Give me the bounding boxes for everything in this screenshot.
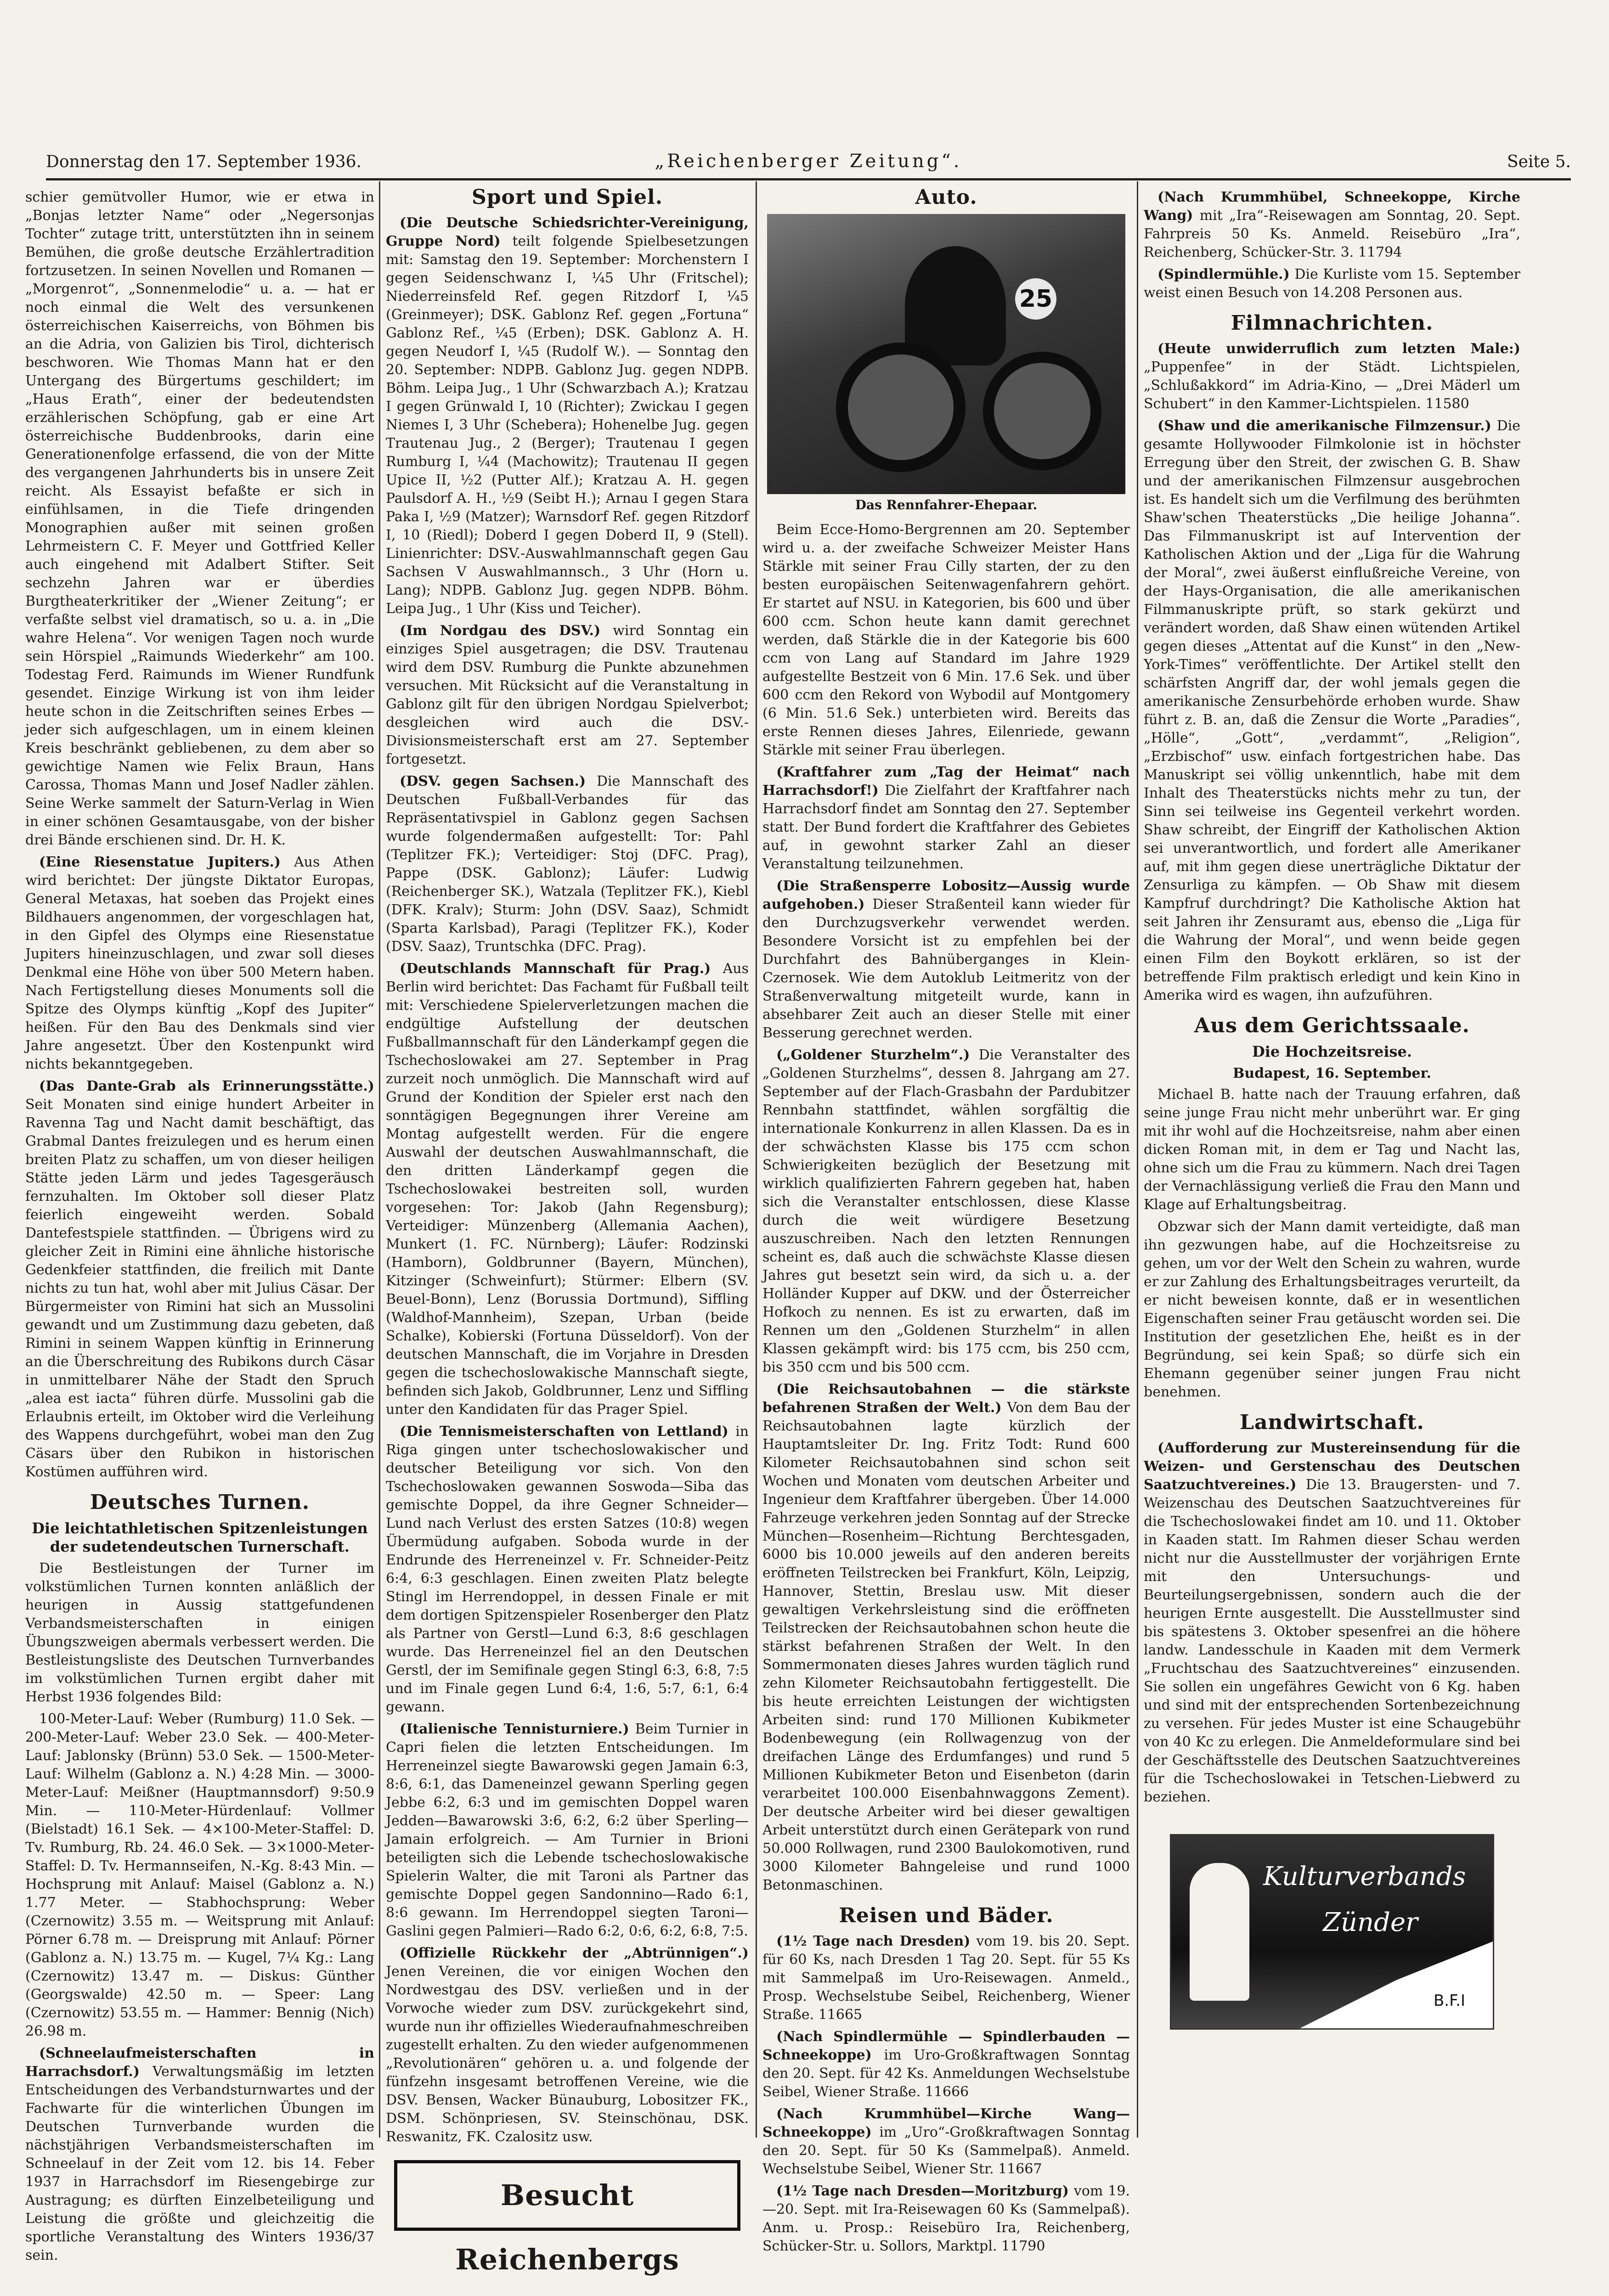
column-4 bbox=[1144, 188, 1520, 2140]
article-body: teilt folgende Spielbesetzungen mit: Samstag den 19. September: Morchenstern I gegen Seidenschwanz I, ¼5 Uhr (Fritschel); Niederreinsfeld Ref. gegen Ritzdorf I, ¼5 (Greinmeyer); DSK. Gablonz Ref. gegen „Fortuna“ Gablonz Ref., ¼5 (Erben); DSK. Gablonz A. H. gegen Neudorf I, ¼5 (Rudolf W.). — Sonntag den 20. September: NDPB. Gablonz Jug. gegen NDPB. Böhm. Leipa Jug., 1 Uhr (Schwarzbach A.); Kratzau I gegen Grünwald I, 10 (Richter); Zwickau I gegen Niemes I, 3 Uhr (Schebera); Hohenelbe Jug. gegen Trautenau Jug., 2 (Berger); Trautenau I gegen Rumburg I, ¼4 (Machowitz); Trautenau II gegen Upice II, ½2 (Putter Alf.); Kratzau A. H. gegen Paulsdorf A. H., ½9 (Seibt H.); Arnau I gegen Stara Paka I, ½9 (Matzer); Warnsdorf Ref. gegen Ritzdorf I, 10 (Riedl); Doberd I gegen Doberd II, 9 (Stell). Linienrichter: DSV.-Auswahlmannschaft gegen Gau Sachsen V Auswahlmannsch., 3 Uhr (Horn u. Lang); NDPB. Gablonz Jug. gegen NDPB. Böhm. Leipa Jug., 1 Uhr (Kiss und Teicher). bbox=[386, 233, 749, 617]
article-text bbox=[386, 1720, 749, 1941]
column-2 bbox=[386, 186, 749, 2276]
article-body: Die 13. Braugersten- und 7. Weizenschau des Deutschen Saatzuchtvereines für die Tschechoslowakei findet am 10. und 11. Oktober in Kaaden statt. Im Rahmen dieser Schau werden nicht nur die Ausstellmuster der vorjährigen Ernte mit den Untersuchungs- und Beurteilungsergebnissen, sondern auch die der heurigen Ernte ausgestellt. Die Ausstellmuster sind bis spätestens 3. Oktober spesenfrei an die höhere landw. Landesschule in Kaaden mit dem Vermerk „Fruchtschau des Saatzuchtvereines“ einzusenden. Sie sollen ein ungefähres Gewicht von 6 Kg. haben und sind mit der entsprechenden Sortenbezeichnung zu versehen. Für jedes Muster ist eine Schaugebühr von 40 Kc zu erlegen. Die Anmeldeformulare sind bei der Geschäftsstelle des Deutschen Saatzuchtvereines für die Tschechoslowakei in Tetschen-Liebwerd zu beziehen. bbox=[1144, 1477, 1521, 1805]
dateline: Budapest, 16. September. bbox=[1233, 1065, 1431, 1081]
article-text bbox=[25, 2044, 374, 2265]
article-text bbox=[762, 1046, 1130, 1377]
article-body: Seit Monaten sind einige hundert Arbeiter in Ravenna Tag und Nacht damit beschäftigt, das Grabmal Dantes freizulegen und es herum einen breiten Platz zu schaffen, um von dieser heiligen Stätte jeden Lärm und jedes Tagesgeräusch fernzuhalten. Im Oktober soll dieser Platz feierlich eingeweiht werden. Sobald Dantefestspiele stattfinden. — Übrigens wird zu gleicher Zeit in Rimini eine ähnliche historische Gedenkfeier stattfinden, die freilich mit Dante nichts zu tun hat, wohl aber mit Julius Cäsar. Der Bürgermeister von Rimini hat sich an Mussolini gewandt und um Zustimmung dazu gebeten, daß Rimini in seinem Wappen künftig in Erinnerung an die Überschreitung des Rubikons durch Cäsar in unmittelbarer Nähe der Stadt den Spruch „alea est iacta“ führen dürfe. Mussolini gab die Erlaubnis erteilt, im Oktober wird die Verleihung des Wappens durchgeführt, wobei man den Zug Cäsars über den Rubikon in historischen Kostümen aufführen wird. bbox=[25, 1097, 374, 1480]
article-lead: (Heute unwiderruflich zum letzten Male:) bbox=[1157, 341, 1520, 357]
article-body: vom 19. bis 20. Sept. für 60 Ks, nach Dresden 1 Tag 20. Sept. für 55 Ks mit Sammelpaß im Uro-Reisewagen. Anmeld., Prosp. Wechselstube Seibel, Reichenberg, Wiener Straße. 11665 bbox=[762, 1933, 1130, 2023]
section-subheading: Die Hochzeitsreise. bbox=[1252, 1043, 1412, 1060]
article-text bbox=[762, 877, 1130, 1042]
ad-text-line1: Kulturverbands bbox=[1263, 1862, 1466, 1891]
article-text bbox=[386, 1944, 749, 2146]
article-lead: (Die Tennismeisterschaften von Lettland) bbox=[400, 1424, 728, 1440]
article-lead: (Nach Spindlermühle — Spindlerbauden — Schneekoppe) bbox=[762, 2029, 1130, 2063]
article-body: Dieser Straßenteil kann wieder für den Durchzugsverkehr verwendet werden. Besondere Vorsicht ist zu empfehlen bei der Durchfahrt des Bahnüberganges in Klein-Czernosek. Wie dem Autoklub Leitmeritz von der Straßenverwaltung mitgeteilt wurde, kann in absehbarer Zeit auch an dieser Stelle mit einer Besserung gerechnet werden. bbox=[762, 896, 1130, 1041]
column-3 bbox=[762, 186, 1130, 2254]
ad-figure bbox=[1190, 1863, 1249, 2001]
column-1 bbox=[25, 188, 374, 2263]
article-text bbox=[386, 960, 749, 1419]
article-lead: (Spindlermühle.) bbox=[1157, 266, 1290, 282]
article-lead: (Aufforderung zur Mustereinsendung für die Weizen- und Gerstenschau des Deutschen Saatzuchtvereines.) bbox=[1144, 1440, 1520, 1493]
article-body: mit „Ira“-Reisewagen am Sonntag, 20. Sept. Fahrpreis 50 Ks. Anmeld. Reisebüro „Ira“, Reichenberg, Schücker-Str. 3. 11794 bbox=[1144, 208, 1520, 260]
section-subheading: Die leichtathletischen Spitzenleistungen der sudetendeutschen Turnerschaft. bbox=[32, 1519, 368, 1555]
article-body: im „Uro“-Großkraftwagen Sonntag den 20. Sept. für 50 Ks (Sammelpaß). Anmeld. Wechselstube Seibel, Wiener Str. 11667 bbox=[762, 2124, 1130, 2177]
article-lead: (Die Straßensperre Lobositz—Aussig wurde aufgehoben.) bbox=[762, 878, 1130, 912]
section-heading: Reisen und Bäder. bbox=[839, 1904, 1054, 1927]
article-text bbox=[1144, 188, 1520, 262]
article-lead: (1½ Tage nach Dresden) bbox=[776, 1933, 971, 1949]
article-lead: (Die Reichsautobahnen — die stärkste befahrenen Straßen der Welt.) bbox=[762, 1381, 1130, 1416]
article-text bbox=[25, 1077, 374, 1481]
article-text bbox=[762, 2105, 1130, 2178]
column-rule bbox=[379, 181, 380, 2138]
column-rule bbox=[756, 181, 757, 2138]
article-lead: (Italienische Tennisturniere.) bbox=[400, 1721, 629, 1737]
section-heading: Aus dem Gerichtssaale. bbox=[1194, 1014, 1470, 1037]
article-text bbox=[386, 214, 749, 618]
article-text: 100-Meter-Lauf: Weber (Rumburg) 11.0 Sek. — 200-Meter-Lauf: Weber 23.0 Sek. — 400-Meter-Lauf: Jablonsky (Brünn) 53.0 Sek. — 1500-Meter-Lauf: Wilhelm (Gablonz a. N.) 4:28 Min. — 3000-Meter-Lauf: Meißner (Hauptmannsdorf) 9:50.9 Min. — 110-Meter-Hürdenlauf: Vollmer (Bielstadt) 16.1 Sek. — 4×100-Meter-Staffel: D. Tv. Rumburg, Rb. 24. 46.0 Sek. — 3×1000-Meter-Staffel: D. Tv. Hermannseifen, N.-Kg. 8:43 Min. — Hochsprung mit Anlauf: Maisel (Gablonz a. N.) 1.77 Meter. — Stabhochsprung: Weber (Czernowitz) 3.55 m. — Weitsprung mit Anlauf: Pörner 6.78 m. — Dreisprung mit Anlauf: Pörner (Gablonz a. N.) 13.75 m. — Kugel, 7¼ Kg.: Lang (Czernowitz) 13.47 m. — Diskus: Günther (Georgswalde) 42.50 m. — Speer: Lang (Czernowitz) 53.55 m. — Hammer: Bennig (Nich) 26.98 m. bbox=[25, 1711, 374, 2039]
ad-maker-mark: B.F.I bbox=[1433, 1992, 1465, 2010]
newspaper-title: „Reichenberger Zeitung“. bbox=[655, 151, 962, 172]
article-body: wird Sonntag ein einziges Spiel ausgetragen; die DSV. Trautenau wird dem DSV. Rumburg die Punkte abzunehmen versuchen. Mit Rücksicht auf die Veranstaltung in Gablonz gilt für den übrigen Nordgau Spielverbot; desgleichen wird auch die DSV.-Divisionsmeisterschaft erst am 27. September fortgesetzt. bbox=[386, 623, 749, 767]
article-lead: (Das Dante-Grab als Erinnerungsstätte.) bbox=[39, 1078, 374, 1094]
racing-couple-photo bbox=[767, 214, 1125, 494]
page-header bbox=[46, 146, 1571, 180]
article-body: Verwaltungsmäßig im letzten Entscheidungen des Verbandsturnwartes und der Fachwarte für die winterlichen Übungen im Deutschen Turnverbande wurden die nächstjährigen Verbandsmeisterschaften im Schneelauf in der Zeit vom 12. bis 14. Feber 1937 in Harrachsdorf im Riesengebirge zur Austragung; es dürften Einzelbeteiligung und Leistung die größte und gleichzeitig die sportliche Veranstaltung des Winters 1936/37 sein. bbox=[25, 2064, 374, 2263]
section-heading: Filmnachrichten. bbox=[1231, 311, 1434, 335]
article-body: in Riga gingen unter tschechoslowakischer und deutscher Beteiligung vor sich. Von den Tschechoslowaken gewannen Soswoda—Siba das gemischte Doppel, da ihre Gegner Schneider—Lund nach Verlust des ersten Satzes (10:8) wegen Übermüdung aufgaben. Soboda wurde in der Endrunde des Herreneinzel v. Fr. Schneider-Peitz 6:4, 6:3 geschlagen. Einen zweiten Platz belegte Stingl im Herrendoppel, in dessen Finale er mit dem dortigen Spitzenspieler Rosenberger den Platz als Partner von Gerstl—Lund 6:3, 8:6 geschlagen wurde. Das Herreneinzel fiel an den Deutschen Gerstl, der im Semifinale gegen Stingl 6:3, 6:8, 7:5 und im Finale gegen Lund 6:4, 1:6, 5:7, 6:1, 6:4 gewann. bbox=[386, 1424, 749, 1715]
article-text bbox=[25, 853, 374, 1074]
article-body: Die Veranstalter des „Goldenen Sturzhelms“, dessen 8. Jahrgang am 27. September auf der Flach-Grasbahn der Pardubitzer Rennbahn stattfindet, wählen sorgfältig die internationale Konkurrenz in allen Klassen. Da es in der schwächsten Klasse bis 175 ccm schon Schwierigkeiten bezüglich der Besetzung mit wirklich qualifizierten Fahrern gegeben hat, haben sich die Veranstalter entschlossen, diese Klasse durch die weit würdigere Besetzung auszuschreiben. Nach den letzten Rennungen scheint es, daß auch die schwächste Klasse diesen Jahres gut besetzt sein wird, da sich u. a. der Holländer Kupper auf DKW. und der Österreicher Hofkoch zu nennen. Es ist zu erwarten, daß im Rennen um den „Goldenen Sturzhelm“ in allen Klassen gekämpft wird: bis 175 ccm, bis 250 ccm, bis 350 ccm und bis 500 ccm. bbox=[762, 1047, 1130, 1375]
ad-text-line2: Zünder bbox=[1323, 1908, 1418, 1937]
matches-advertisement bbox=[1170, 1834, 1494, 2030]
article-text bbox=[386, 622, 749, 769]
section-heading: Auto. bbox=[915, 186, 977, 209]
article-lead: (Nach Krummhübel—Kirche Wang—Schneekoppe) bbox=[762, 2106, 1130, 2140]
article-lead: („Goldener Sturzhelm“.) bbox=[776, 1047, 970, 1063]
article-text bbox=[762, 1932, 1130, 2024]
article-body: vom 19.—20. Sept. mit Ira-Reisewagen 60 Ks (Sammelpaß). Anm. u. Prosp.: Reisebüro Ira, Reichenberg, Schücker-Str. u. Sollors, Marktpl. 11790 bbox=[762, 2183, 1130, 2254]
article-body: Jenen Vereinen, die vor einigen Wochen den Nordwestgau des DSV. verließen und in der Vorwoche wieder zum DSV. zurückgekehrt sind, wurde nun ihr offizielles Wiederaufnahmeschreiben zugestellt erhalten. Zu den wieder aufgenommenen „Revolutionären“ gehören u. a. und folgende der fünfzehn insgesamt betroffenen Vereine, wie die DSV. Bensen, Wacker Bünauburg, Lobositzer FK., DSM. Schönpriesen, SV. Steinschönau, DSK. Reswanitz, FK. Czalositz usw. bbox=[386, 1964, 749, 2145]
article-body: Die Mannschaft des Deutschen Fußball-Verbandes für das Repräsentativspiel in Gablonz gegen Sachsen wurde folgendermaßen aufgestellt: Tor: Pahl (Teplitzer FK.); Verteidiger: Stoj (DFC. Prag), Pappe (DSK. Gablonz); Läufer: Ludwig (Reichenberger SK.), Watzala (Teplitzer FK.), Kiebl (DFK. Kralv); Sturm: John (DSV. Saaz), Schmidt (Sparta Karlsbad), Paragi (Teplitzer FK.), Koder (DSV. Saaz), Truntschka (DFC. Prag). bbox=[386, 773, 749, 955]
article-text bbox=[1144, 417, 1520, 1005]
article-text bbox=[1144, 1439, 1520, 1806]
photo-caption: Das Rennfahrer-Ehepaar. bbox=[855, 497, 1038, 512]
article-lead: (1½ Tage nach Dresden—Moritzburg) bbox=[776, 2183, 1069, 2199]
article-lead: (Eine Riesenstatue Jupiters.) bbox=[39, 854, 281, 870]
article-text: Michael B. hatte nach der Trauung erfahren, daß seine junge Frau nicht mehr unberührt war. Er ging mit ihr wohl auf die Hochzeitsreise, nahm aber einen dicken Roman mit, in dem er Tag und Nacht las, ohne sich um die Frau zu kümmern. Nach drei Tagen der Vernachlässigung verließ die Frau den Mann und Klage auf Erhaltungsbeitrag. bbox=[1144, 1086, 1520, 1213]
sidecar-wheel bbox=[983, 352, 1101, 470]
article-lead: (Im Nordgau des DSV.) bbox=[400, 623, 601, 639]
article-lead: (Offizielle Rückkehr der „Abtrünnigen“.) bbox=[400, 1945, 749, 1961]
article-text: schier gemütvoller Humor, wie er etwa in „Bonjas letzter Name“ oder „Negersonjas Tochter“ zutage tritt, unterstützten ihn in seinem Bemühen, die große deutsche Erzählertradition fortzusetzen. In seinen Novellen und Romanen — „Morgenrot“, „Sonnenmelodie“ u. a. — hat er noch einmal die Welt des versunkenen österreichischen Kaiserreichs, von Böhmen bis an die Adria, von Galizien bis Tirol, dichterisch beschworen. Wie Thomas Mann hat er den Untergang des Bürgertums geschildert; im „Haus Erath“, einer der bedeutendsten erzählerischen Schöpfung, gab er eine Art österreichische Buddenbrooks, darin eine Generationenfolge erfassend, die von der Mitte des vergangenen Jahrhunderts bis in unsere Zeit reicht. Als Essayist befaßte er sich in einfühlsamen, in die Tiefe dringenden Monographien außer mit seinen großen Lehrmeistern C. F. Meyer und Gottfried Keller auch eingehend mit Adalbert Stifter. Seit sechzehn Jahren war er überdies Burgtheaterkritiker der „Wiener Zeitung“; er verfaßte selbst viel dramatisch, so u. a. in „Die wahre Helena“. Vor wenigen Tagen noch wurde sein Hörspiel „Raimunds Wiederkehr“ am 100. Todestag Ferd. Raimunds im Wiener Rundfunk gesendet. Einzige Wirkung ist von ihm leider heute schon in die Zeitschriften seines Erbes — jeder sich aufgeschlagen, um in einem kleinen Kreis beschränkt gebliebenen, zu dem aber so gewichtige Namen wie Felix Braun, Hans Carossa, Thomas Mann und Josef Nadler zählen. Seine Werke sammelt der Saturn-Verlag in Wien in einer schönen Gesamtausgabe, von der bisher drei Bände erschienen sind. Dr. H. K. bbox=[25, 189, 374, 848]
article-text: Die Bestleistungen der Turner im volkstümlichen Turnen konnten anläßlich der heurigen in Aussig stattgefundenen Verbandsmeisterschaften in einigen Übungszweigen abermals verbessert werden. Die Bestleistungsliste des Deutschen Turnverbandes im volkstümlichen Turnen ergibt daher mit Herbst 1936 folgendes Bild: bbox=[25, 1560, 374, 1705]
article-text bbox=[1144, 265, 1520, 302]
article-body: Aus Berlin wird berichtet: Das Fachamt für Fußball teilt mit: Verschiedene Spielerverletzungen machen die endgültige Aufstellung der deutschen Fußballmannschaft für den Länderkampf gegen die Tschechoslowakei am 27. September in Prag zurzeit noch unmöglich. Die Mannschaft wird auf Grund der Kondition der Spieler erst nach den sonntägigen Begegnungen ihrer Vereine am Montag aufgestellt werden. Für die engere Auswahl der deutschen Auswahlmannschaft, die den dritten Länderkampf gegen die Tschechoslowakei bestreiten soll, wurden vorgesehen: Tor: Jakob (Jahn Regensburg); Verteidiger: Münzenberg (Allemania Aachen), Munkert (1. FC. Nürnberg); Läufer: Rodzinski (Hamborn), Goldbrunner (Bayern, München), Kitzinger (Schweinfurt); Stürmer: Elbern (SV. Beuel-Bonn), Lenz (Borussia Dortmund), Siffling (Waldhof-Mannheim), Szepan, Urban (beide Schalke), Kobierski (Fortuna Düsseldorf). Von der deutschen Mannschaft, die im Vorjahre in Dresden gegen die tschechoslowakische Mannschaft siegte, befinden sich Jakob, Goldbrunner, Lenz und Siffling unter den Kandidaten für das Prager Spiel. bbox=[386, 961, 749, 1418]
page-number: Seite 5. bbox=[1507, 152, 1571, 171]
article-text: Obzwar sich der Mann damit verteidigte, daß man ihn gezwungen habe, auf die Hochzeitsreise zu gehen, um vor der Welt den Schein zu wahren, wurde er zur Zahlung des Erhaltungsbeitrages verurteilt, da er nicht beweisen konnte, daß er in wesentlichen Eigenschaften seiner Frau getäuscht worden sei. Die Institution der gesetzlichen Ehe, heißt es in der Begründung, sei kein Spaß; so dürfe sich ein Ehemann gegenüber seiner jungen Frau nicht benehmen. bbox=[1144, 1219, 1520, 1400]
section-heading: Deutsches Turnen. bbox=[90, 1491, 310, 1514]
article-lead: (DSV. gegen Sachsen.) bbox=[400, 773, 586, 789]
article-body: Die Kurliste vom 15. September weist einen Besuch von 14.208 Personen aus. bbox=[1144, 266, 1520, 301]
article-text: Beim Ecce-Homo-Bergrennen am 20. September wird u. a. der zweifache Schweizer Meister Hans Stärkle mit seiner Frau Cilly starten, der zu den besten europäischen Seitenwagenfahrern gehört. Er startet auf NSU. in Kategorien, bis 600 und über 600 ccm. Schon heute kann damit gerechnet werden, daß Stärkle die in der Kategorie bis 600 ccm von Lang auf Standard im Jahre 1929 aufgestellte Bestzeit von 6 Min. 17.6 Sek. und über 600 ccm den Rekord von Wybodil auf Montgomery (6 Min. 51.6 Sek.) unterbieten wird. Bereits das erste Rennen dieses Jahres, Eilenriede, gewann Stärkle mit seiner Frau überlegen. bbox=[762, 522, 1130, 758]
section-heading: Landwirtschaft. bbox=[1240, 1411, 1424, 1434]
race-number: 25 bbox=[1015, 278, 1056, 320]
article-body: Aus Athen wird berichtet: Der jüngste Diktator Europas, General Metaxas, hat soeben das Projekt eines Bildhauers angenommen, der vorgeschlagen hat, in den Gipfel des Olymps eine Riesenstatue Jupiters hineinzuschlagen, und zwar soll dieses Denkmal eine Höhe von über 500 Metern haben. Nach Fertigstellung dieses Monuments soll die Spitze des Olymps künftig „Kopf des Jupiter“ heißen. Für den Bau des Denkmals sind vier Jahre angesetzt. Über den Kostenpunkt wird nichts bekanntgegeben. bbox=[25, 854, 374, 1072]
article-lead: (Nach Krummhübel, Schneekoppe, Kirche Wang) bbox=[1144, 189, 1520, 224]
article-lead: (Die Deutsche Schiedsrichter-Vereinigung, Gruppe Nord) bbox=[386, 215, 749, 249]
column-rule bbox=[1137, 181, 1138, 2138]
article-text bbox=[386, 1423, 749, 1716]
article-text bbox=[762, 2182, 1130, 2256]
zoo-advertisement: Besucht Reichenbergs bbox=[394, 2160, 740, 2231]
article-text bbox=[1144, 340, 1520, 413]
article-text bbox=[386, 772, 749, 956]
article-lead: (Schneelaufmeisterschaften in Harrachsdorf.) bbox=[25, 2045, 374, 2080]
issue-date: Donnerstag den 17. September 1936. bbox=[46, 152, 361, 171]
section-heading: Sport und Spiel. bbox=[471, 186, 663, 209]
article-text bbox=[762, 763, 1130, 873]
article-lead: (Deutschlands Mannschaft für Prag.) bbox=[400, 961, 711, 977]
article-text bbox=[762, 1380, 1130, 1895]
article-body: im Uro-Großkraftwagen Sonntag den 20. Sept. für 42 Ks. Anmeldungen Wechselstube Seibel, Wiener Straße. 11666 bbox=[762, 2047, 1130, 2100]
article-lead: (Kraftfahrer zum „Tag der Heimat“ nach Harrachsdorf!) bbox=[762, 764, 1130, 799]
article-body: Von dem Bau der Reichsautobahnen lagte kürzlich der Hauptamtsleiter Dr. Ing. Fritz Todt: Rund 600 Kilometer Reichsautobahnen sind schon seit Wochen und Monaten vom deutschen Arbeiter und Ingenieur dem Kraftfahrer übergeben. Über 14.000 Fahrzeuge verkehren jeden Sonntag auf der Strecke München—Rosenheim—Richtung Berchtesgaden, 6000 bis 10.000 jeweils auf den anderen bereits eröffneten Teilstrecken bei Frankfurt, Köln, Leipzig, Hannover, Stettin, Breslau usw. Mit dieser gewaltigen Verkehrsleistung sind die eröffneten Teilstrecken der Reichsautobahnen schon heute die stärkst befahrenen Straßen der Welt. In den Sommermonaten dieses Jahres wurden täglich rund zehn Kilometer Reichsautobahn fertiggestellt. Die bis heute erreichten Leistungen der wichtigsten Arbeiten sind: rund 170 Millionen Kubikmeter Bodenbewegung (ein Rollwagenzug von der dreifachen Länge des Erdumfanges) und rund 5 Millionen Kubikmeter Beton und Eisenbeton (darin verarbeitet 100.000 Eisenbahnwaggons Zement). Der deutsche Arbeiter wird bei dieser gewaltigen Arbeit unterstützt durch einen Gerätepark von rund 50.000 Rollwagen, rund 2300 Baulokomotiven, rund 3000 Kilometer Bahngeleise und rund 1000 Betonmaschinen. bbox=[762, 1400, 1130, 1893]
article-text bbox=[762, 2028, 1130, 2101]
article-body: Die gesamte Hollywooder Filmkolonie ist in höchster Erregung über den Streit, der zwischen G. B. Shaw und der amerikanischen Filmzensur ausgebrochen ist. Es handelt sich um die Verfilmung des berühmten Shaw'schen Theaterstücks „Die heilige Johanna“. Das Filmmanuskript ist auf Intervention der Katholischen Aktion und der „Liga für die Wahrung der Moral“, zwei äußerst einflußreiche Vereine, von der Hays-Organisation, die alle amerikanischen Filmmanuskripte prüft, so stark gekürzt und verändert worden, daß Shaw einen wütenden Artikel gegen dieses „Attentat auf die Kunst“ in den „New-York-Times“ veröffentlichte. Der Artikel stellt den schärfsten Angriff dar, der wohl jemals gegen die amerikanische Zensurbehörde erhoben wurde. Shaw führt z. B. an, daß die Zensur die Worte „Paradies“, „Hölle“, „Gott“, „verdammt“, „Religion“, „Erzbischof“ usw. einfach fortgestrichen habe. Das Manuskript sei völlig unkenntlich, habe mit dem Inhalt des Theaterstücks nichts mehr zu tun, der Sinn sei teilweise ins Gegenteil verkehrt worden. Shaw schreibt, der Eingriff der Katholischen Aktion sei unverantwortlich, und fordert alle Amerikaner auf, mit ihm gegen diese unerträgliche Diktatur der Zensurliga zu kämpfen. — Ob Shaw mit diesem Kampfruf durchdringt? Die Katholische Aktion hat seit Jahren ihr Zensuramt aus, ebenso die „Liga für die Wahrung der Moral“, und wenn beide gegen einen Film den Boykott erklären, so ist der betreffende Film praktisch erledigt und kein Kino in Amerika wird es wagen, ihn aufzuführen. bbox=[1144, 418, 1521, 1003]
front-wheel bbox=[836, 343, 965, 472]
article-body: Die Zielfahrt der Kraftfahrer nach Harrachsdorf findet am Sonntag den 27. September statt. Der Bund fordert die Kraftfahrer des Gebietes auf, in gewohnt starker Zahl an dieser Veranstaltung teilzunehmen. bbox=[762, 782, 1130, 872]
article-lead: (Shaw und die amerikanische Filmzensur.) bbox=[1157, 418, 1491, 434]
article-body: Beim Turnier in Capri fielen die letzten Entscheidungen. Im Herreneinzel siegte Bawarowski gegen Jamain 6:3, 8:6, 6:1, das Dameneinzel gewann Sperling gegen Jebbe 6:2, 6:3 und im gemischten Doppel waren Jedden—Bawarowski 3:6, 6:2, 6:2 über Sperling—Jamain erfolgreich. — Am Turnier in Brioni beteiligten sich die Lebende tschechoslowakische Spielerin Walter, die mit Taroni als Partner das gemischte Doppel gegen Sandonnino—Rado 6:1, 8:6 gewann. Im Herrendoppel siegten Taroni—Gaslini gegen Palmieri—Rado 6:2, 0:6, 6:2, 6:8, 7:5. bbox=[386, 1721, 749, 1939]
article-body: „Puppenfee“ in der Städt. Lichtspielen, „Schlußakkord“ im Adria-Kino, — „Drei Mäderl um Schubert“ in den Kammer-Lichtspielen. 11580 bbox=[1144, 359, 1520, 412]
